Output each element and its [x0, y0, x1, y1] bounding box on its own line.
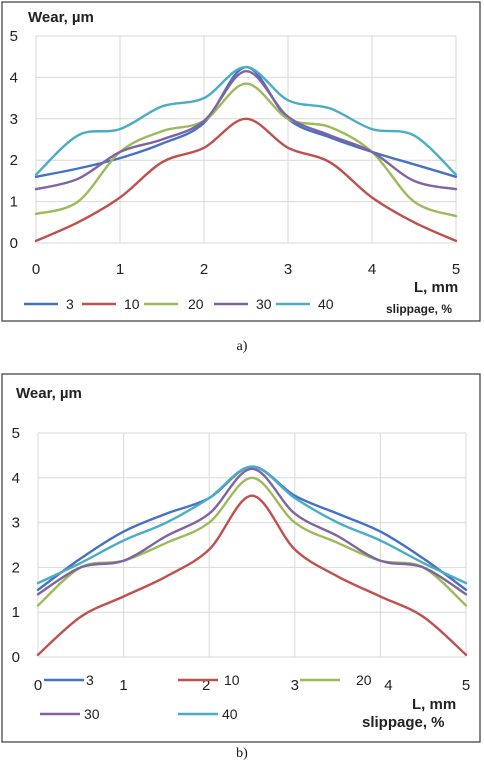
chart-b-frame [2, 374, 480, 742]
chart-b-y-axis-title: Wear, µm [16, 385, 82, 402]
chart-a-y-axis-title: Wear, µm [28, 9, 94, 26]
chart-b-x-tick-label: 1 [119, 677, 128, 694]
chart-a-x-axis-title: L, mm [414, 279, 459, 296]
chart-a-x-tick-label: 5 [451, 261, 461, 278]
chart-a-legend-label-3: 3 [66, 296, 74, 312]
chart-b-x-tick-label: 4 [384, 677, 393, 694]
chart-b-x-tick-label: 3 [290, 677, 299, 694]
chart-b-y-tick-label: 5 [11, 425, 20, 442]
chart-b-y-tick-label: 4 [11, 469, 20, 487]
chart-a-x-tick-label: 2 [199, 261, 209, 278]
chart-a-y-tick-label: 3 [9, 110, 18, 128]
chart-b-y-tick-label: 3 [11, 514, 20, 532]
chart-a-legend-title: slippage, % [386, 302, 453, 316]
panel-a-caption: a) [236, 339, 248, 354]
chart-a-y-tick-label: 5 [9, 28, 18, 45]
chart-a-y-tick-label: 2 [9, 152, 18, 170]
chart-a-x-tick-label: 1 [115, 261, 125, 278]
chart-b-x-axis-title: L, mm [412, 696, 457, 713]
chart-a-y-tick-label: 1 [9, 193, 18, 211]
chart-b-legend-label-30: 30 [84, 706, 100, 722]
panel-b-caption: b) [236, 746, 248, 760]
chart-a-legend-label-40: 40 [318, 296, 334, 312]
chart-panel-b [2, 374, 480, 742]
chart-b-legend-label-40: 40 [222, 706, 238, 722]
chart-b-legend-title: slippage, % [362, 714, 445, 731]
chart-b-x-tick-label: 0 [33, 677, 43, 694]
chart-a-legend-label-20: 20 [188, 296, 204, 312]
chart-b-legend-label-20: 20 [356, 672, 372, 688]
chart-b-y-tick-label: 2 [11, 559, 20, 577]
chart-a-x-tick-label: 0 [31, 261, 41, 278]
chart-a-legend-label-10: 10 [124, 296, 140, 312]
chart-b-x-tick-label: 5 [461, 677, 471, 694]
chart-b-x-tick-label: 2 [202, 677, 211, 694]
chart-b-y-tick-label: 1 [11, 604, 20, 622]
chart-a-legend-label-30: 30 [256, 296, 272, 312]
chart-b-legend-label-3: 3 [86, 672, 94, 688]
chart-b-y-tick-label: 0 [11, 649, 20, 666]
chart-a-y-tick-label: 0 [9, 235, 18, 252]
chart-a-x-tick-label: 4 [367, 261, 377, 278]
chart-b-legend-label-10: 10 [224, 672, 240, 688]
chart-a-x-tick-label: 3 [283, 261, 293, 278]
chart-panel-a [2, 2, 480, 321]
chart-a-y-tick-label: 4 [9, 69, 18, 87]
